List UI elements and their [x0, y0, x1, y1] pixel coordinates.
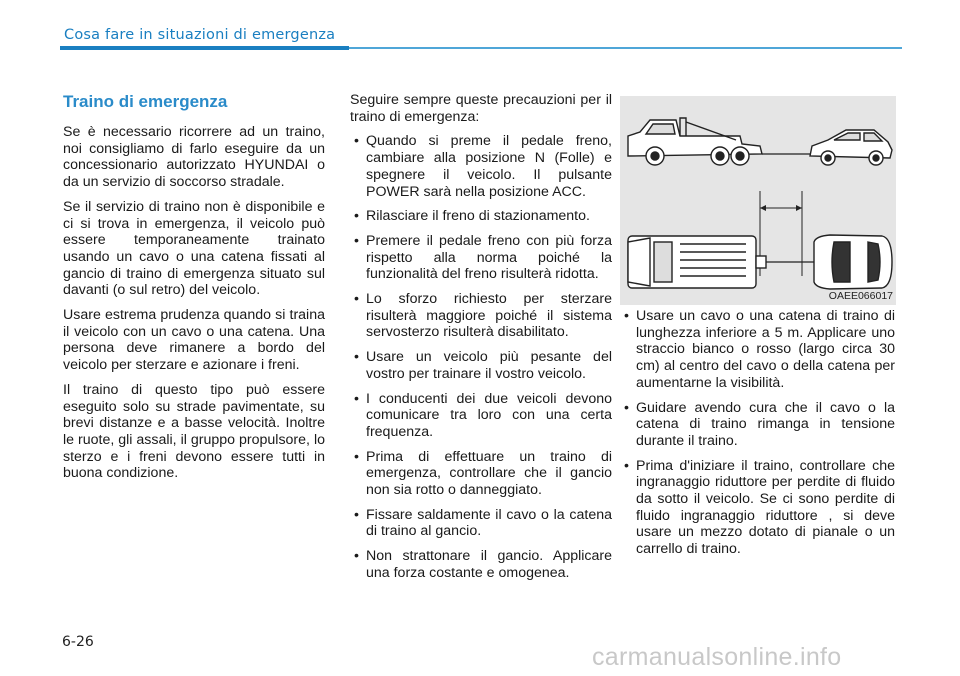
figure-code: OAEE066017	[828, 290, 893, 302]
list-item: • I conducenti dei due veicoli devono comunicare tra loro con una certa frequenza.	[350, 391, 612, 441]
text-column-2	[350, 92, 612, 590]
paragraph: Usare estrema prudenza quando si traina il veicolo con un cavo o una catena. Una persona deve rimanere a bordo del veicolo per sterzare e azionare i freni.	[63, 307, 325, 374]
paragraph: Il traino di questo tipo può essere eseguito solo su strade pavimentate, su brevi distanze e a basse velocità. Inoltre le ruote, gli assali, il gruppo propulsore, lo sterzo e i freni devono essere tutti in buona condizione.	[63, 381, 325, 482]
list-item: • Usare un veicolo più pesante del vostro per trainare il vostro veicolo.	[350, 349, 612, 382]
list-item: • Prima di effettuare un traino di emergenza, controllare che il gancio non sia rotto o danneggiato.	[350, 449, 612, 499]
list-item: • Premere il pedale freno con più forza rispetto alla norma poiché la funzionalità del freno risulterà ridotta.	[350, 233, 612, 283]
towed-car-side-icon	[810, 130, 892, 165]
list-item: • Non strattonare il gancio. Applicare una forza costante e omogenea.	[350, 548, 612, 581]
page-number: 6-26	[62, 634, 94, 650]
towed-car-top-icon	[814, 235, 892, 289]
list-item: • Lo sforzo richiesto per sterzare risulterà maggiore poiché il sistema servosterzo risulterà disabilitato.	[350, 291, 612, 341]
section-header-title: Cosa fare in situazioni di emergenza	[64, 27, 336, 43]
header-rule-accent	[60, 46, 349, 50]
paragraph: Se il servizio di traino non è disponibile e ci si trova in emergenza, il veicolo può essere temporaneamente trainato usando un cavo o una catena fissati al gancio di traino di emergenza situato sul davanti (o sul retro) del veicolo.	[63, 198, 325, 299]
list-item: • Guidare avendo cura che il cavo o la catena di traino rimanga in tensione durante il traino.	[620, 400, 895, 450]
section-heading: Traino di emergenza	[63, 92, 228, 111]
text-column-1	[63, 92, 325, 490]
list-item: • Usare un cavo o una catena di traino di lunghezza inferiore a 5 m. Applicare uno straccio bianco o rosso (largo circa 30 cm) al centro del cavo o della catena per aumentarne la visibilità.	[620, 308, 895, 392]
intro-paragraph: Seguire sempre queste precauzioni per il traino di emergenza:	[350, 92, 612, 125]
precautions-list	[350, 133, 612, 581]
list-item: • Fissare saldamente il cavo o la catena di traino al gancio.	[350, 507, 612, 540]
tow-diagram-graphic	[620, 96, 896, 305]
paragraph: Se è necessario ricorrere ad un traino, noi consigliamo di farlo eseguire da un concessionario autorizzato HYUNDAI o da un servizio di soccorso stradale.	[63, 124, 325, 191]
header-rule	[349, 47, 902, 49]
list-item: • Quando si preme il pedale freno, cambiare alla posizione N (Folle) e spegnere il veicolo. Il pulsante POWER sarà nella posizione ACC.	[350, 133, 612, 200]
tow-truck-top-icon	[628, 236, 766, 288]
towing-illustration	[620, 96, 896, 305]
list-item: • Rilasciare il freno di stazionamento.	[350, 208, 612, 225]
list-item: • Prima d'iniziare il traino, controllare che ingranaggio riduttore per perdite di fluido da sotto il veicolo. Se ci sono perdite di fluido ingranaggio riduttore , si deve usare un mezzo dotato di pianale o un carrello di traino.	[620, 458, 895, 558]
text-column-3	[620, 308, 895, 566]
towing-tips-list	[620, 308, 895, 558]
watermark: carmanualsonline.info	[592, 643, 842, 671]
tow-truck-side-icon	[628, 118, 762, 165]
